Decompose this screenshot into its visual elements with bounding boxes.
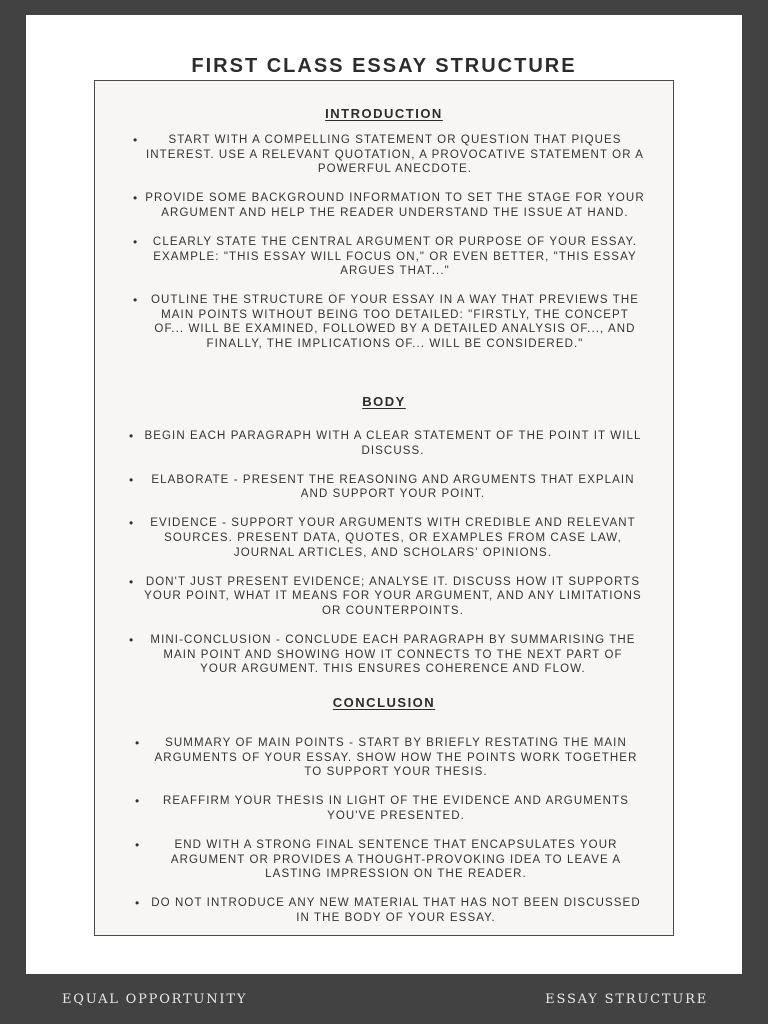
- list-item: [135, 794, 644, 823]
- list-item: [129, 574, 643, 619]
- list-item-text: ELABORATE - PRESENT THE REASONING AND ARGUMENTS THAT EXPLAIN AND SUPPORT YOUR POINT.: [151, 473, 635, 501]
- list-item-text: REAFFIRM YOUR THESIS IN LIGHT OF THE EVIDENCE AND ARGUMENTS YOU'VE PRESENTED.: [163, 795, 629, 822]
- footer-right-label: ESSAY STRUCTURE: [545, 992, 708, 1007]
- list-item-text: SUMMARY OF MAIN POINTS - START BY BRIEFLY RESTATING THE MAIN ARGUMENTS OF YOUR ESSAY. SHOW HOW THE POINTS WORK TOGETHER TO SUPPORT YOUR THESIS.: [154, 737, 638, 779]
- body-list: [129, 429, 643, 691]
- bullet-icon: •: [129, 574, 135, 589]
- bullet-icon: •: [135, 736, 141, 750]
- footer-left-label: EQUAL OPPORTUNITY: [62, 992, 248, 1007]
- list-item-text: START WITH A COMPELLING STATEMENT OR QUESTION THAT PIQUES INTEREST. USE A RELEVANT QUOTATION, A PROVOCATIVE STATEMENT OR A POWERFUL ANECDOTE.: [145, 134, 645, 176]
- list-item: [135, 736, 644, 780]
- list-item-text: DO NOT INTRODUCE ANY NEW MATERIAL THAT HAS NOT BEEN DISCUSSED IN THE BODY OF YOUR ESSAY.: [151, 897, 641, 924]
- list-item: [129, 472, 643, 502]
- list-item: [133, 133, 645, 177]
- conclusion-list: [135, 736, 644, 940]
- list-item-text: OUTLINE THE STRUCTURE OF YOUR ESSAY IN A WAY THAT PREVIEWS THE MAIN POINTS WITHOUT BEING TOO DETAILED: "FIRSTLY, THE CONCEPT OF... WILL BE EXAMINED, FOLLOWED BY A DETAILED ANALYSIS OF..., AND FINALLY, THE IMPLICATIONS OF... WILL BE CONSIDERED.": [150, 294, 640, 351]
- list-item-text: BEGIN EACH PARAGRAPH WITH A CLEAR STATEMENT OF THE POINT IT WILL DISCUSS.: [144, 430, 642, 457]
- document-title: FIRST CLASS ESSAY STRUCTURE: [191, 55, 577, 77]
- list-item: [129, 429, 643, 458]
- list-item-text: CLEARLY STATE THE CENTRAL ARGUMENT OR PURPOSE OF YOUR ESSAY. EXAMPLE: "THIS ESSAY WILL FOCUS ON," OR EVEN BETTER, "THIS ESSAY ARGUES THAT...": [152, 235, 638, 278]
- bullet-icon: •: [133, 191, 139, 206]
- list-item: [129, 632, 643, 677]
- list-item: [133, 293, 645, 351]
- content-box: [94, 80, 674, 936]
- bullet-icon: •: [135, 896, 141, 911]
- introduction-list: [133, 133, 645, 366]
- bullet-icon: •: [129, 472, 135, 487]
- bullet-icon: •: [133, 234, 139, 249]
- section-heading-introduction: INTRODUCTION: [325, 106, 443, 121]
- bullet-icon: •: [129, 429, 135, 443]
- bullet-icon: •: [129, 632, 135, 647]
- document-page: [26, 15, 742, 974]
- list-item: [135, 896, 644, 925]
- list-item-text: END WITH A STRONG FINAL SENTENCE THAT ENCAPSULATES YOUR ARGUMENT OR PROVIDES A THOUGHT-PROVOKING IDEA TO LEAVE A LASTING IMPRESSION ON THE READER.: [170, 838, 622, 881]
- bullet-icon: •: [133, 133, 139, 147]
- list-item: [129, 516, 643, 560]
- bullet-icon: •: [129, 516, 135, 531]
- list-item-text: MINI-CONCLUSION - CONCLUDE EACH PARAGRAPH BY SUMMARISING THE MAIN POINT AND SHOWING HOW IT CONNECTS TO THE NEXT PART OF YOUR ARGUMENT. THIS ENSURES COHERENCE AND FLOW.: [150, 633, 636, 676]
- bullet-icon: •: [135, 837, 141, 852]
- list-item-text: DON'T JUST PRESENT EVIDENCE; ANALYSE IT. DISCUSS HOW IT SUPPORTS YOUR POINT, WHAT IT MEANS FOR YOUR ARGUMENT, AND ANY LIMITATIONS OR COUNTERPOINTS.: [144, 575, 642, 617]
- list-item: [133, 191, 645, 220]
- list-item-text: PROVIDE SOME BACKGROUND INFORMATION TO SET THE STAGE FOR YOUR ARGUMENT AND HELP THE READER UNDERSTAND THE ISSUE AT HAND.: [145, 192, 645, 219]
- bullet-icon: •: [133, 293, 139, 308]
- section-heading-body: BODY: [362, 394, 406, 409]
- list-item-text: EVIDENCE - SUPPORT YOUR ARGUMENTS WITH CREDIBLE AND RELEVANT SOURCES. PRESENT DATA, QUOTES, OR EXAMPLES FROM CASE LAW, JOURNAL ARTICLES, AND SCHOLARS' OPINIONS.: [150, 517, 636, 559]
- bullet-icon: •: [135, 794, 141, 809]
- list-item: [135, 837, 644, 882]
- list-item: [133, 234, 645, 279]
- section-heading-conclusion: CONCLUSION: [332, 695, 436, 710]
